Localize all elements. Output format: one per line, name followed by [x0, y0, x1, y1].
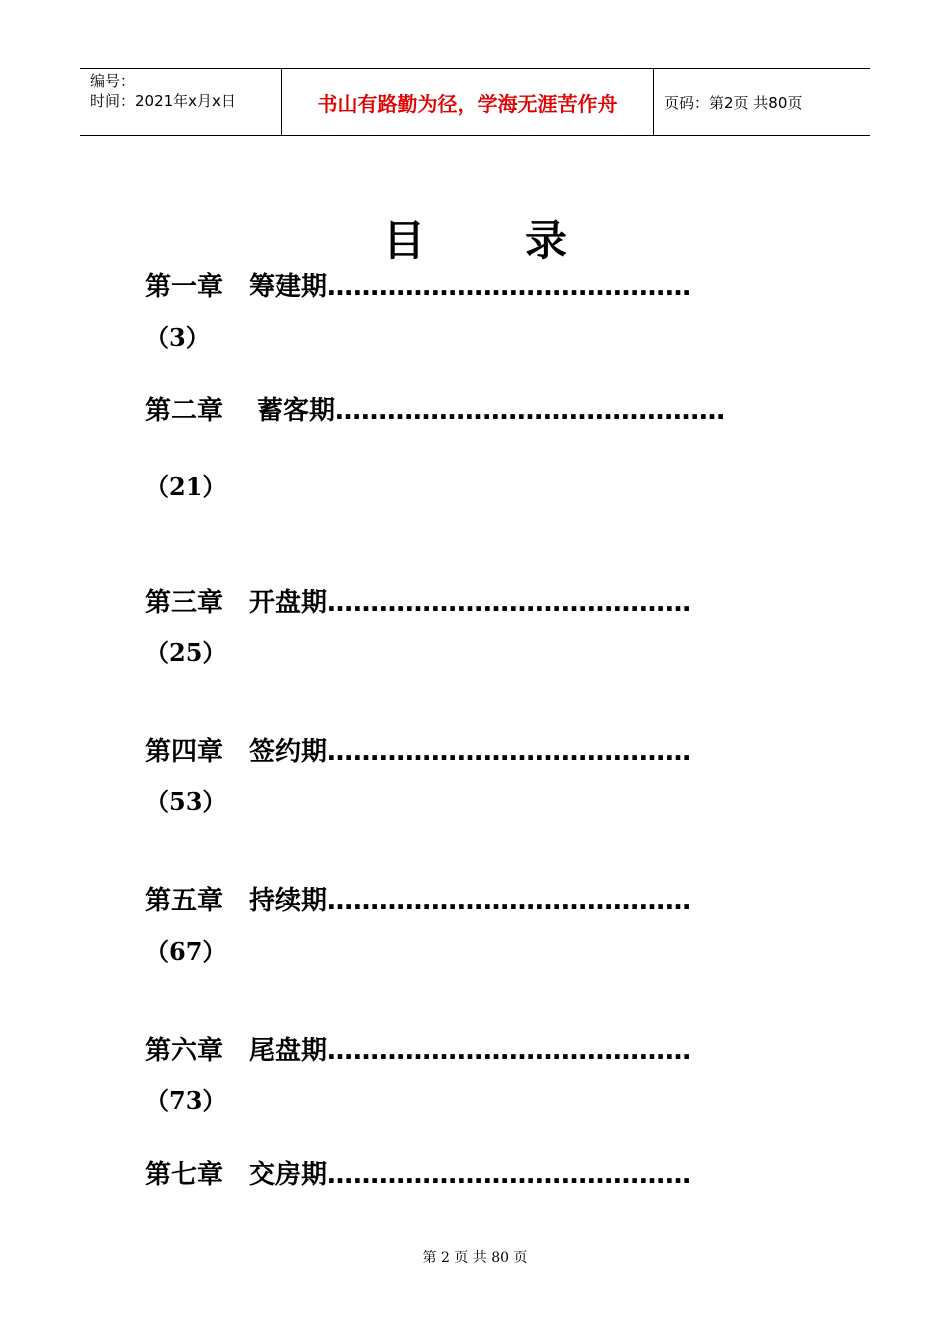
header-motto	[281, 69, 654, 135]
header-meta	[80, 69, 281, 135]
toc-entry-4[interactable]	[145, 731, 691, 768]
toc-leader-dots: ……………………………………	[327, 737, 692, 767]
toc-page-number-6: （73）	[145, 1086, 227, 1115]
toc-chapter: 第七章	[145, 1160, 224, 1190]
toc-chapter-title: 筹建期	[249, 272, 328, 302]
toc-chapter: 第三章	[145, 588, 224, 618]
toc-leader-dots: ……………………………………	[327, 1160, 692, 1190]
header-page-info	[654, 69, 870, 135]
toc-chapter-title: 签约期	[249, 737, 328, 767]
toc-entry-6[interactable]	[145, 1030, 691, 1067]
toc-leader-dots: ……………………………………	[327, 272, 692, 302]
toc-leader-dots: ……………………………………	[327, 886, 692, 916]
title-left-char: 目	[382, 216, 425, 265]
toc-chapter: 第一章	[145, 272, 224, 302]
toc-chapter-title: 开盘期	[249, 588, 328, 618]
toc-page-number-5: （67）	[145, 937, 227, 966]
toc-page-number-4: （53）	[145, 787, 227, 816]
page-title	[0, 208, 950, 268]
toc-page-number-2: （21）	[145, 472, 227, 501]
motto-text: 书山有路勤为径，学海无涯苦作舟	[317, 91, 618, 116]
page-footer: 第 2 页 共 80 页	[422, 1250, 528, 1266]
title-right-char: 录	[525, 216, 568, 265]
toc-page-number-3: （25）	[145, 638, 227, 667]
toc-entry-2[interactable]	[145, 390, 725, 427]
toc-leader-dots: ……………………………………	[327, 1036, 692, 1066]
toc-entry-5[interactable]	[145, 880, 691, 917]
page-header	[80, 68, 870, 136]
toc-leader-dots: ………………………………………	[335, 396, 726, 426]
number-label: 编号：	[90, 72, 136, 90]
page-info-text: 页码：第2页 共80页	[664, 93, 803, 112]
toc-chapter: 第二章	[145, 396, 224, 426]
toc-page-number-1: （3）	[145, 323, 210, 352]
toc-entry-7[interactable]	[145, 1154, 691, 1191]
toc-entry-1[interactable]	[145, 266, 691, 303]
toc-chapter-title: 蓄客期	[257, 396, 336, 426]
toc-chapter-title: 持续期	[249, 886, 328, 916]
toc-chapter: 第四章	[145, 737, 224, 767]
time-label: 时间：2021年x月x日	[90, 92, 236, 110]
toc-chapter-title: 尾盘期	[249, 1036, 328, 1066]
toc-leader-dots: ……………………………………	[327, 588, 692, 618]
toc-entry-3[interactable]	[145, 582, 691, 619]
toc-chapter: 第六章	[145, 1036, 224, 1066]
toc-chapter: 第五章	[145, 886, 224, 916]
toc-chapter-title: 交房期	[249, 1160, 328, 1190]
